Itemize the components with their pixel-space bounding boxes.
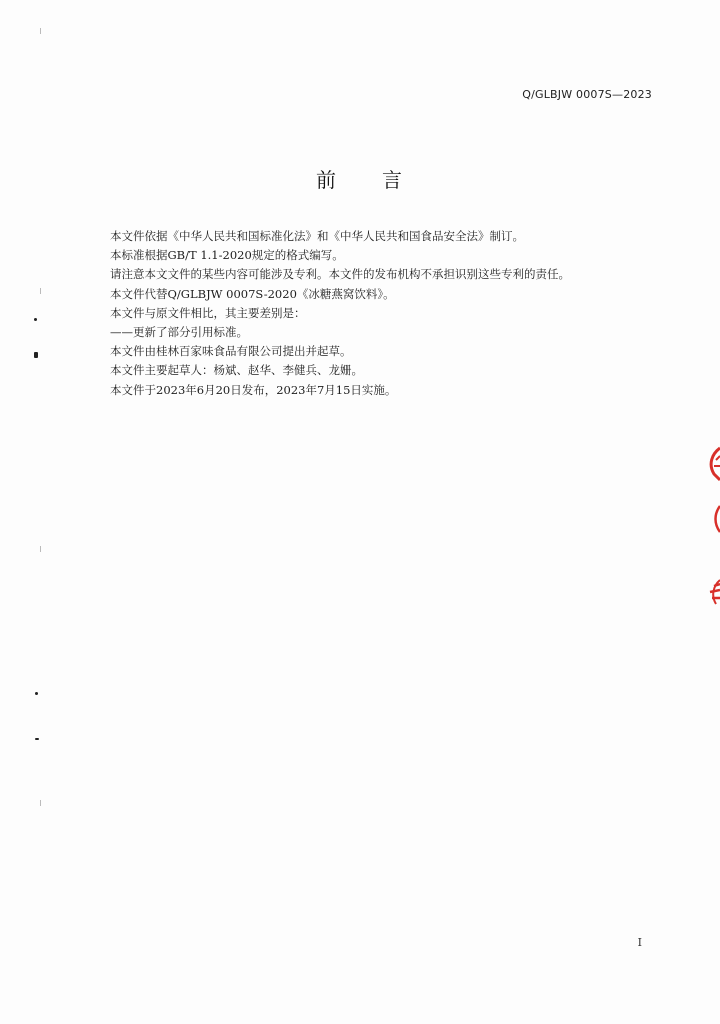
body-line: ——更新了部分引用标准。 <box>110 325 248 340</box>
seal-stamp-edge <box>704 440 720 610</box>
body-line: 本文件与原文件相比，其主要差别是： <box>110 305 306 320</box>
body-line: 本文件代替Q/GLBJW 0007S-2020《冰糖燕窝饮料》。 <box>110 286 395 301</box>
body-line: 请注意本文文件的某些内容可能涉及专利。本文件的发布机构不承担识别这些专利的责任。 <box>110 267 570 282</box>
page-title <box>0 164 720 193</box>
scan-speck <box>34 352 38 358</box>
scan-speck <box>35 738 39 740</box>
title-char-2: 言 <box>382 168 404 192</box>
body-line: 本文件于2023年6月20日发布，2023年7月15日实施。 <box>110 382 397 397</box>
body-line: 本文件由桂林百家味食品有限公司提出并起草。 <box>110 344 352 359</box>
scan-mark <box>40 800 41 806</box>
foreword-body <box>110 227 670 400</box>
body-line: 本文件依据《中华人民共和国标准化法》和《中华人民共和国食品安全法》制订。 <box>110 229 524 243</box>
page-number: I <box>637 936 642 949</box>
document-code: Q/GLBJW 0007S—2023 <box>522 88 652 101</box>
body-line: 本标准根据GB/T 1.1-2020规定的格式编写。 <box>110 248 344 263</box>
body-line: 本文件主要起草人：杨斌、赵华、李健兵、龙姗。 <box>110 363 363 378</box>
scan-mark <box>40 28 41 34</box>
scan-mark <box>40 288 41 294</box>
scan-speck <box>35 692 38 695</box>
scan-speck <box>34 318 37 321</box>
title-char-1: 前 <box>316 168 338 192</box>
scan-mark <box>40 546 41 552</box>
